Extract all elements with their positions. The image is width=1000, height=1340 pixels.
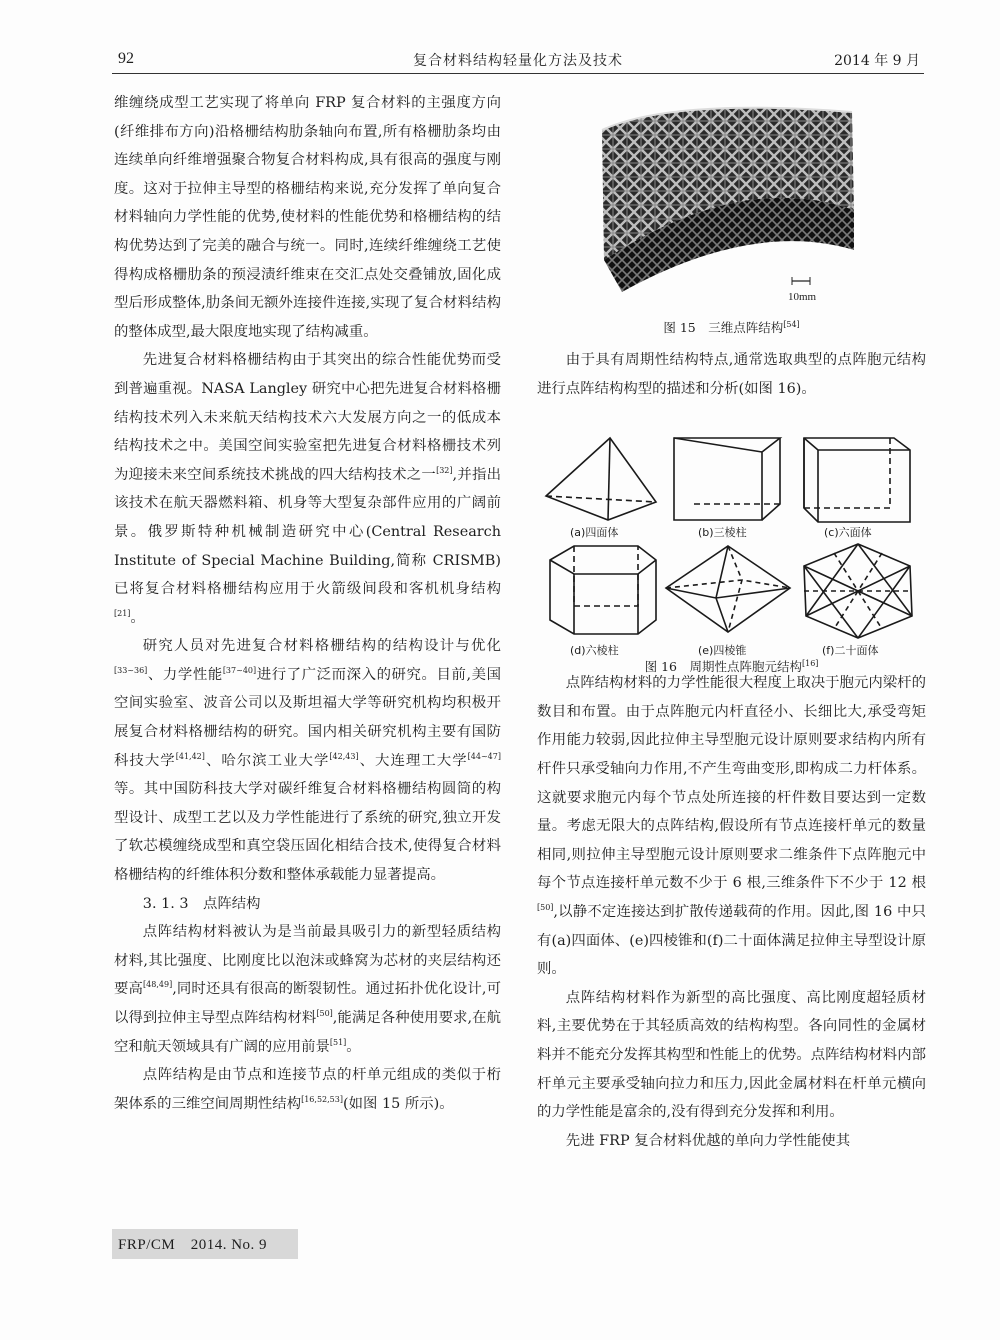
page-header <box>112 46 924 74</box>
text-run: 点阵结构材料的力学性能很大程度上取决于胞元内梁杆的数目和布置。由于点阵胞元内杆直径小、长细比大,承受弯矩作用能力较弱,因此拉伸主导型胞元设计原则要求结构内所有杆件只承受轴向力作用,不产生弯曲变形,即构成二力杆体系。这就要求胞元内每个节点处所连接的杆件数目要达到一定数量。考虑无限大的点阵结构,假设所有节点连接杆单元的数量相同,则拉伸主导型胞元设计原则要求二维条件下点阵胞元中每个节点连接杆单元数不少于 6 根,三维条件下不少于 12 根 <box>537 675 926 892</box>
lattice-structure-photo <box>592 100 862 310</box>
paragraph: 维缠绕成型工艺实现了将单向 FRP 复合材料的主强度方向(纤维排布方向)沿格栅结构肋条轴向布置,所有格栅肋条均由连续单向纤维增强聚合物复合材料构成,具有很高的强度与刚度。这对于拉伸主导型的格栅结构来说,充分发挥了单向复合材料轴向力学性能的优势,使材料的性能优势和格栅结构的结构优势达到了完美的融合与统一。同时,连续纤维缠绕工艺使得构成格栅肋条的预浸渍纤维束在交汇点处交叠铺放,固化成型后形成整体,肋条间无额外连接件连接,实现了复合材料结构的整体成型,最大限度地实现了结构减重。 <box>114 95 501 340</box>
citation: [16] <box>801 658 819 668</box>
citation: [41,42] <box>175 751 205 761</box>
citation: [54] <box>783 319 800 329</box>
figure-caption <box>537 657 926 675</box>
paragraph: 先进 FRP 复合材料优越的单向力学性能使其 <box>565 1132 851 1149</box>
hexagonal-prism-cell <box>550 546 656 634</box>
label-b: (b)三棱柱 <box>698 526 747 539</box>
citation: [33~36] <box>114 666 148 676</box>
text-run: 进行了广泛而深入的研究。目前,美国空间实验室、波音公司以及斯坦福大学等研究机构均积极开展复合材料格栅结构的研究。国内相关研究机构主要有国防科技大学 <box>114 666 501 769</box>
citation: [44~47] <box>467 751 501 761</box>
citation: [21] <box>114 608 131 618</box>
icosahedron-cell <box>804 544 912 638</box>
label-c: (c)六面体 <box>824 526 872 539</box>
paragraph <box>114 346 501 632</box>
text-run: 先进复合材料格栅结构由于其突出的综合性能优势而受到普遍重视。NASA Langley 研究中心把先进复合材料格栅结构技术列入未来航天结构技术六大发展方向之一的低成本结构技术之中。美国空间实验室把先进复合材料格栅技术列为迎接未来空间系统技术挑战的四大结构技术之一 <box>114 352 501 483</box>
text-run: ,能满足各种使用要求,在航空和航天领域具有广阔的应用前景 <box>114 1010 501 1055</box>
citation: [51] <box>329 1037 347 1047</box>
paragraph <box>114 1061 501 1118</box>
citation: [32] <box>436 465 453 475</box>
page-footer: FRP/CM 2014. No. 9 <box>112 1229 298 1259</box>
label-a: (a)四面体 <box>570 526 619 539</box>
text-run: 等。其中国防科技大学对碳纤维复合材料格栅结构圆筒的构型设计、成型工艺以及力学性能进行了系统的研究,独立开发了软芯模缠绕成型和真空袋压固化相结合技术,使得复合材料格栅结构的纤维体积分数和整体承载能力显著提高。 <box>114 781 501 884</box>
tetrahedron-cell <box>546 438 656 520</box>
paragraph: 由于具有周期性结构特点,通常选取典型的点阵胞元结构进行点阵结构构型的描述和分析(如图 16)。 <box>537 352 926 397</box>
citation: [50] <box>316 1009 333 1019</box>
text-run: 。 <box>346 1038 361 1055</box>
caption-text: 图 16 周期性点阵胞元结构 <box>644 659 802 674</box>
scale-label: 10mm <box>788 291 817 303</box>
text-run: 、哈尔滨工业大学 <box>204 752 330 769</box>
label-d: (d)六棱柱 <box>570 644 619 657</box>
text-run: ,以静不定连接达到扩散传递载荷的作用。因此,图 16 中只有(a)四面体、(e)四棱锥和(f)二十面体满足拉伸主导型设计原则。 <box>537 903 926 978</box>
text-run: 。 <box>130 609 145 626</box>
unit-cell-diagram <box>538 428 923 664</box>
citation: [16,52,53] <box>301 1094 343 1104</box>
text-run: 点阵结构是由节点和连接节点的杆单元组成的类似于桁架体系的三维空间周期性结构 <box>114 1067 501 1112</box>
caption-text: 图 15 三维点阵结构 <box>663 320 784 335</box>
citation: [50] <box>537 903 554 913</box>
text-run: 、大连理工大学 <box>358 752 468 769</box>
paragraph: 点阵结构材料作为新型的高比强度、高比刚度超轻质材料,主要优势在于其轻质高效的结构构型。各向同性的金属材料并不能充分发挥其构型和性能上的优势。点阵结构材料内部杆单元主要承受轴向拉力和压力,因此金属材料在杆单元横向的力学性能是富余的,没有得到充分发挥和利用。 <box>537 989 926 1121</box>
text-run: (如图 15 所示)。 <box>342 1095 454 1112</box>
left-column <box>114 89 501 1118</box>
section-heading: 3. 1. 3 点阵结构 <box>142 895 261 912</box>
label-e: (e)四棱锥 <box>698 644 747 657</box>
issue-date: 2014 年 9 月 <box>834 53 920 69</box>
label-f: (f)二十面体 <box>822 644 879 657</box>
hexahedron-cell <box>804 438 910 522</box>
paragraph <box>114 918 501 1061</box>
text-run: ,并指出该技术在航天器燃料箱、机身等大型复杂部件应用的广阔前景。俄罗斯特种机械制造研究中心(Central Research Institute of Special Machine Building,简称 CRISMB)已将复合材料格栅结构应用于火箭级间段和客机机身结构 <box>114 466 501 598</box>
text-run: 、力学性能 <box>147 666 223 683</box>
citation: [42,43] <box>329 751 359 761</box>
text-run: 研究人员对先进复合材料格栅结构的结构设计与优化 <box>142 638 501 655</box>
page-number: 92 <box>118 50 134 67</box>
citation: [37~40] <box>222 666 257 676</box>
paragraph <box>114 632 501 889</box>
octahedron-cell <box>666 546 790 632</box>
figure-caption <box>537 318 926 336</box>
paragraph <box>537 669 926 984</box>
text-run: ,同时还具有很高的断裂韧性。通过拓扑优化设计,可以得到拉伸主导型点阵结构材料 <box>114 981 501 1026</box>
text-run: 点阵结构材料被认为是当前最具吸引力的新型轻质结构材料,其比强度、比刚度比以泡沫或蜂窝为芯材的夹层结构还要高 <box>114 924 501 998</box>
running-title: 复合材料结构轻量化方法及技术 <box>413 53 623 69</box>
triangular-prism-cell <box>674 438 780 520</box>
citation: [48,49] <box>143 980 173 990</box>
